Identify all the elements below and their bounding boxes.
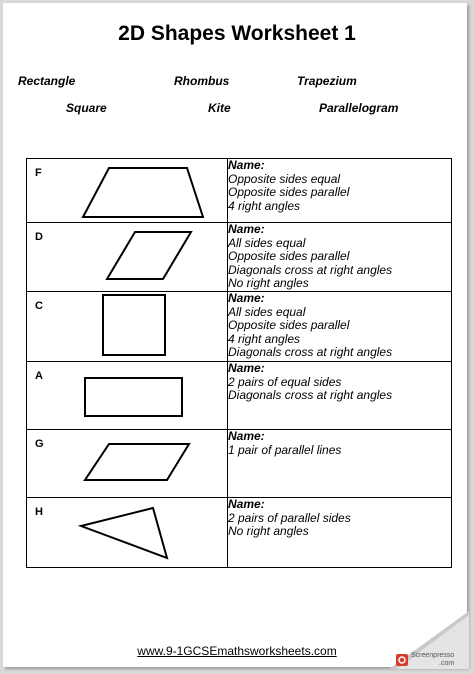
shape-letter: C	[35, 300, 43, 312]
shape-cell	[27, 362, 228, 430]
description-cell	[228, 292, 452, 362]
name-label: Name:	[228, 361, 265, 375]
name-label: Name:	[228, 158, 265, 172]
property-line: 2 pairs of parallel sides	[228, 510, 351, 525]
description-cell	[228, 223, 452, 292]
property-line: 4 right angles	[228, 331, 301, 346]
property-line: Opposite sides parallel	[228, 249, 350, 263]
word-bank-item: Trapezium	[297, 74, 357, 88]
trapezium-shape	[27, 159, 227, 223]
shape-cell	[27, 292, 228, 362]
word-bank-item: Rectangle	[18, 74, 76, 88]
property-line: Diagonals cross at right angles	[228, 388, 393, 402]
shape-cell	[27, 430, 228, 498]
table-row	[27, 292, 452, 362]
property-line: 2 pairs of equal sides	[228, 374, 342, 389]
screenpresso-logo-icon	[396, 654, 408, 666]
screenpresso-watermark	[396, 652, 454, 668]
word-bank-item: Rhombus	[174, 74, 230, 88]
shape-letter: D	[35, 231, 43, 243]
table-row	[27, 498, 452, 568]
shape-cell	[27, 498, 228, 568]
property-line: Opposite sides parallel	[228, 185, 350, 199]
property-line: Diagonals cross at right angles	[228, 262, 393, 277]
name-label: Name:	[228, 291, 265, 305]
property-line: Opposite sides equal	[228, 171, 341, 186]
property-line: Diagonals cross at right angles	[228, 345, 393, 359]
property-line: 1 pair of parallel lines	[228, 442, 342, 457]
shape-letter: A	[35, 370, 43, 382]
shape-letter: G	[35, 438, 44, 450]
name-label: Name:	[228, 497, 265, 511]
square-shape	[27, 292, 227, 362]
shape-cell	[27, 159, 228, 223]
property-line: All sides equal	[228, 235, 306, 250]
shape-cell	[27, 223, 228, 292]
name-label: Name:	[228, 429, 265, 443]
table-row	[27, 362, 452, 430]
word-bank-item: Kite	[208, 101, 231, 115]
property-line: Opposite sides parallel	[228, 318, 350, 332]
description-cell	[228, 362, 452, 430]
watermark-brand: Screenpresso	[411, 652, 455, 659]
table-row	[27, 223, 452, 292]
word-bank-item: Square	[66, 101, 107, 115]
property-line: 4 right angles	[228, 198, 301, 213]
shape-letter: H	[35, 506, 43, 518]
shape-letter: F	[35, 167, 42, 179]
watermark-suffix: .com	[439, 660, 455, 667]
rhombus-shape	[27, 223, 227, 292]
rectangle-shape	[27, 362, 227, 430]
table-row	[27, 430, 452, 498]
watermark-text	[411, 652, 454, 668]
property-line: No right angles	[228, 276, 309, 290]
table-row	[27, 159, 452, 223]
description-cell	[228, 430, 452, 498]
property-line: No right angles	[228, 524, 309, 538]
description-cell	[228, 159, 452, 223]
page-title: 2D Shapes Worksheet 1	[118, 22, 356, 45]
website-link[interactable]: www.9-1GCSEmathsworksheets.com	[137, 644, 337, 658]
kite-shape	[27, 498, 227, 568]
description-cell	[228, 498, 452, 568]
parallelogram-shape	[27, 430, 227, 498]
name-label: Name:	[228, 222, 265, 236]
property-line: All sides equal	[228, 304, 306, 319]
word-bank-item: Parallelogram	[319, 101, 399, 115]
shapes-table	[26, 158, 452, 568]
